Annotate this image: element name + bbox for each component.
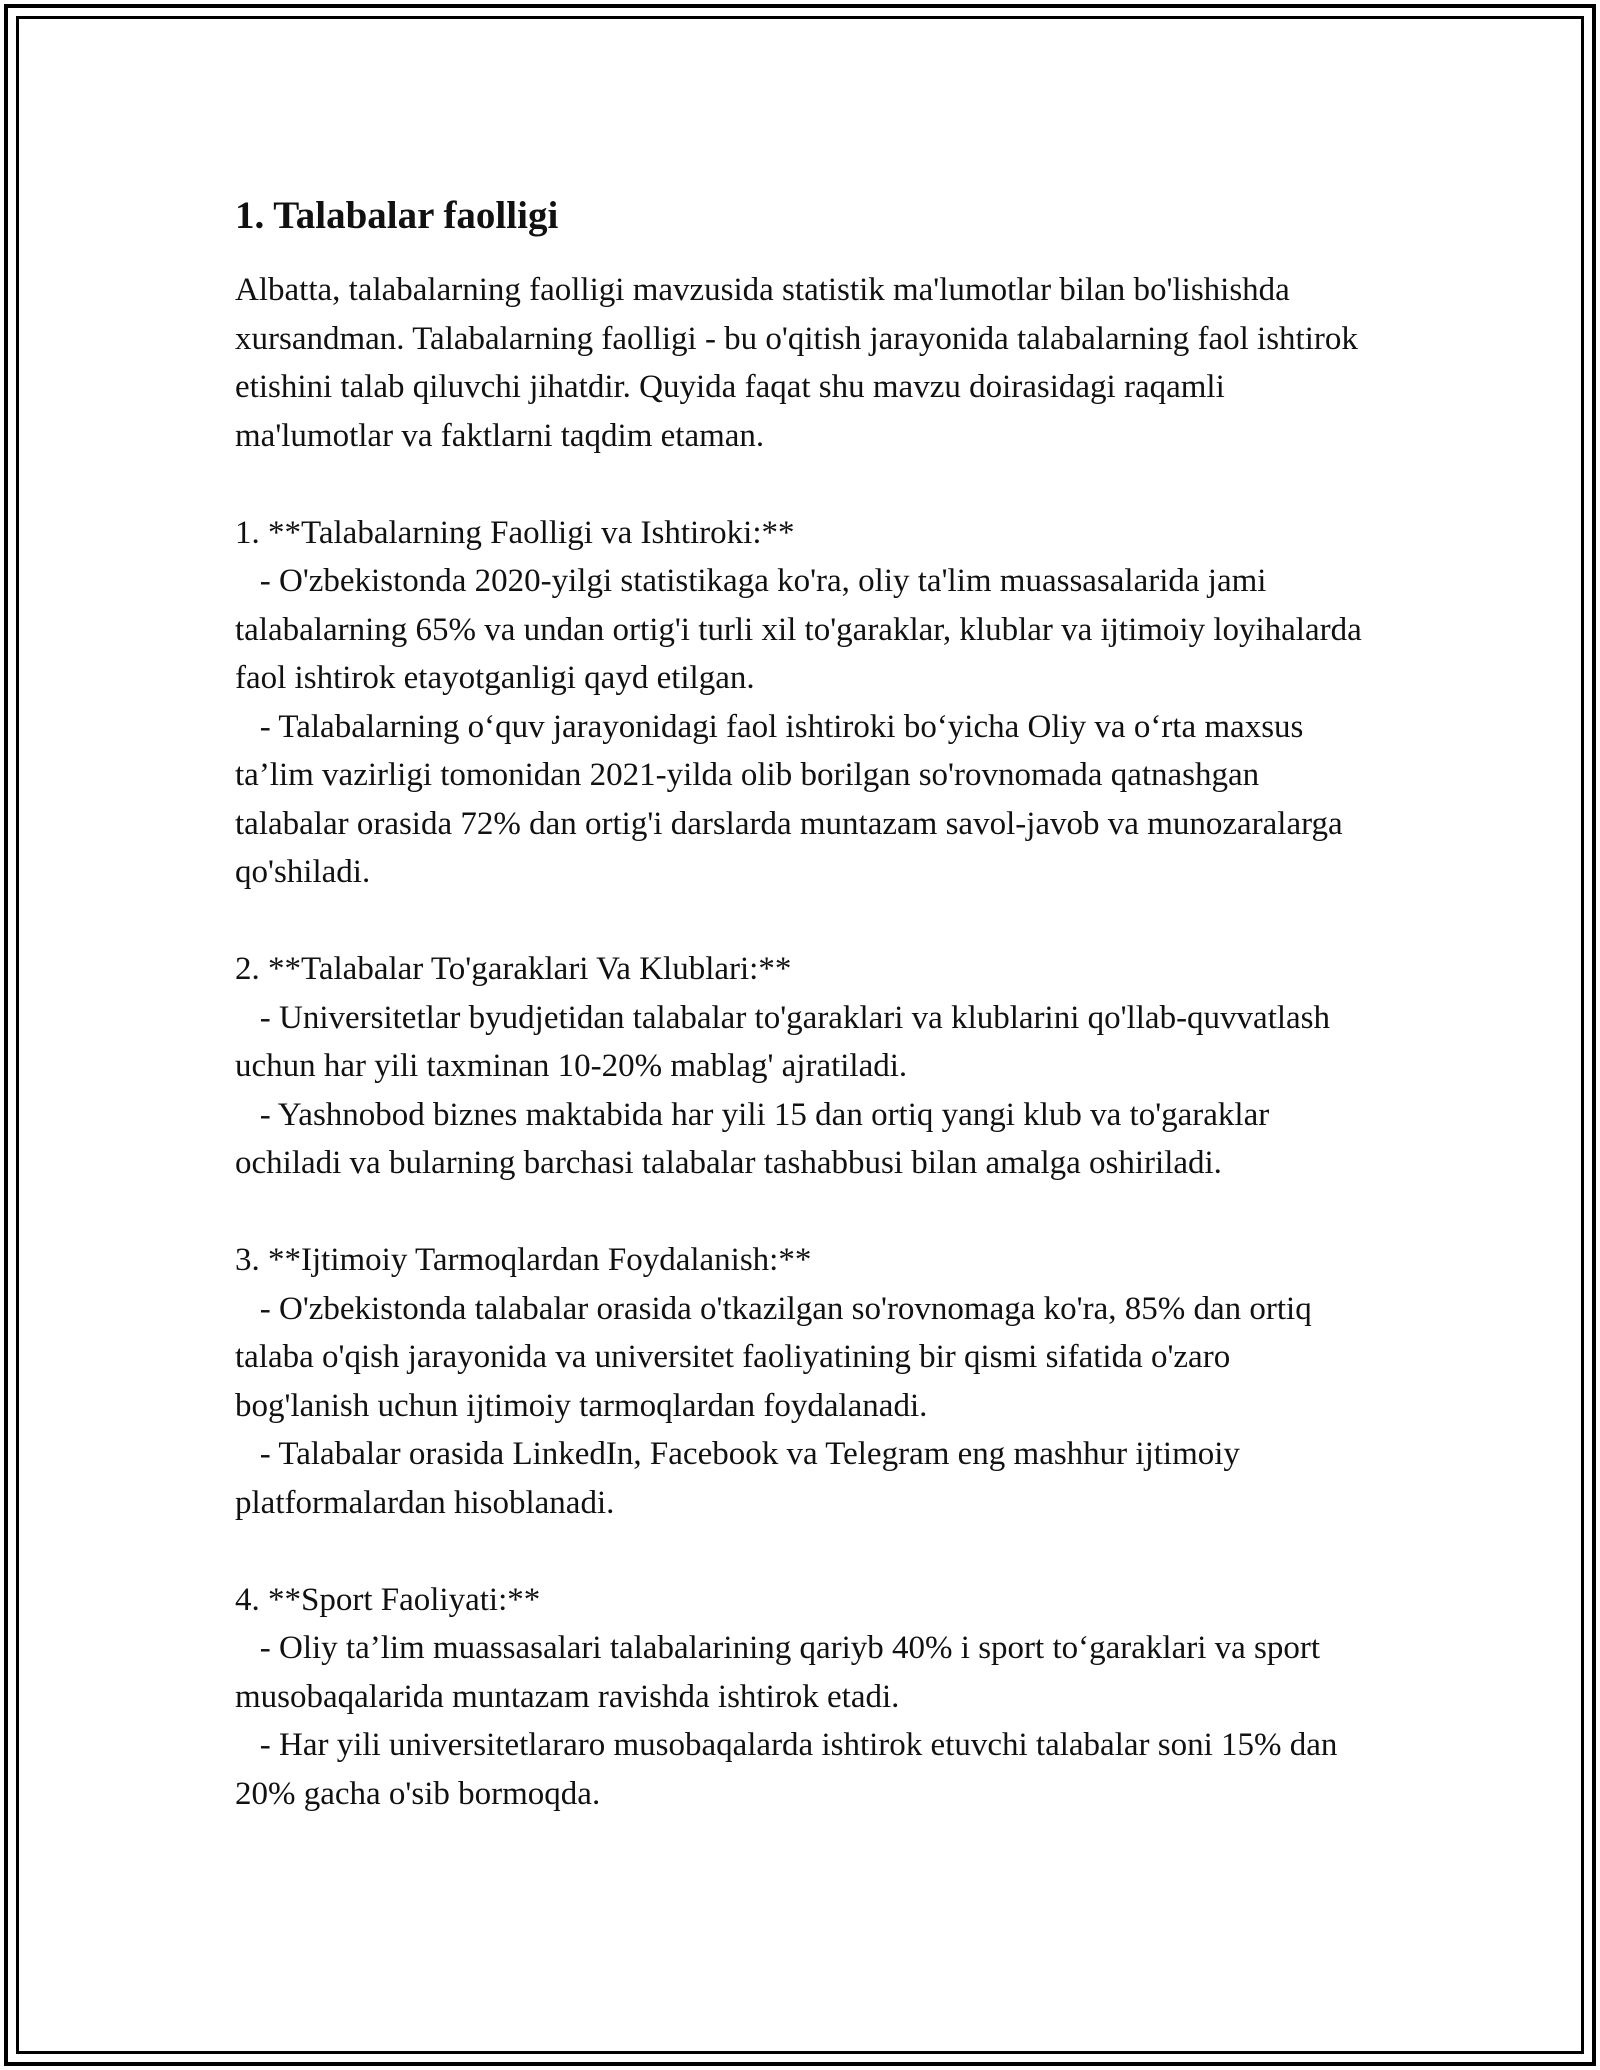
section-clubs	[235, 945, 1365, 1188]
intro-paragraph: Albatta, talabalarning faolligi mavzusida statistik ma'lumotlar bilan bo'lishishda xursandman. Talabalarning faolligi - bu o'qitish jarayonida talabalarning faol ishtirok etishini talab qiluvchi jihatdir. Quyida faqat shu mavzu doirasidagi raqamli ma'lumotlar va faktlarni taqdim etaman.	[235, 272, 1358, 454]
bullet-item	[235, 1285, 1365, 1431]
bullet-text: - Oliy ta’lim muassasalari talabalarining qariyb 40% i sport to‘garaklari va sport musobaqalarida muntazam ravishda ishtirok etadi.	[235, 1630, 1321, 1715]
bullet-item	[235, 557, 1365, 703]
section-social-media	[235, 1236, 1365, 1527]
bullet-item	[235, 994, 1365, 1091]
bullet-text: - O'zbekistonda 2020-yilgi statistikaga ko'ra, oliy ta'lim muassasalarida jami talabalarning 65% va undan ortig'i turli xil to'garaklar, klublar va ijtimoiy loyihalarda faol ishtirok etayotganligi qayd etilgan.	[235, 563, 1362, 696]
bullet-text: - Talabalarning o‘quv jarayonidagi faol ishtiroki bo‘yicha Oliy va o‘rta maxsus ta’lim vazirligi tomonidan 2021-yilda olib borilgan so'rovnomada qatnashgan talabalar orasida 72% dan ortig'i darslarda muntazam savol-javob va munozaralarga qo'shiladi.	[235, 708, 1343, 890]
bullet-item	[235, 1430, 1365, 1527]
section-student-activity	[235, 509, 1365, 897]
bullet-item	[235, 1091, 1365, 1188]
bullet-text: - Talabalar orasida LinkedIn, Facebook va Telegram eng mashhur ijtimoiy platformalardan hisoblanadi.	[235, 1436, 1240, 1521]
section-heading: 2. **Talabalar To'garaklari Va Klublari:**	[235, 951, 792, 987]
section-sport	[235, 1576, 1365, 1819]
bullet-text: - Universitetlar byudjetidan talabalar to'garaklari va klublarini qo'llab-quvvatlash uchun har yili taxminan 10-20% mablag' ajratiladi.	[235, 999, 1331, 1084]
section-heading: 3. **Ijtimoiy Tarmoqlardan Foydalanish:**	[235, 1242, 812, 1278]
bullet-item	[235, 1721, 1365, 1818]
bullet-text: - Yashnobod biznes maktabida har yili 15 dan ortiq yangi klub va to'garaklar ochiladi va bularning barchasi talabalar tashabbusi bilan amalga oshiriladi.	[235, 1096, 1270, 1181]
section-heading: 4. **Sport Faoliyati:**	[235, 1581, 541, 1618]
bullet-item	[235, 1624, 1365, 1721]
bullet-text: - Har yili universitetlararo musobaqalarda ishtirok etuvchi talabalar soni 15% dan 20% gacha o'sib bormoqda.	[235, 1727, 1338, 1812]
section-heading: 1. **Talabalarning Faolligi va Ishtiroki:**	[235, 514, 795, 551]
document-body	[235, 188, 1365, 1818]
document-title: 1. Talabalar faolligi	[235, 194, 559, 237]
bullet-item	[235, 703, 1365, 897]
bullet-text: - O'zbekistonda talabalar orasida o'tkazilgan so'rovnomaga ko'ra, 85% dan ortiq talaba o'qish jarayonida va universitet faoliyatining bir qismi sifatida o'zaro bog'lanish uchun ijtimoiy tarmoqlardan foydalanadi.	[235, 1290, 1312, 1424]
